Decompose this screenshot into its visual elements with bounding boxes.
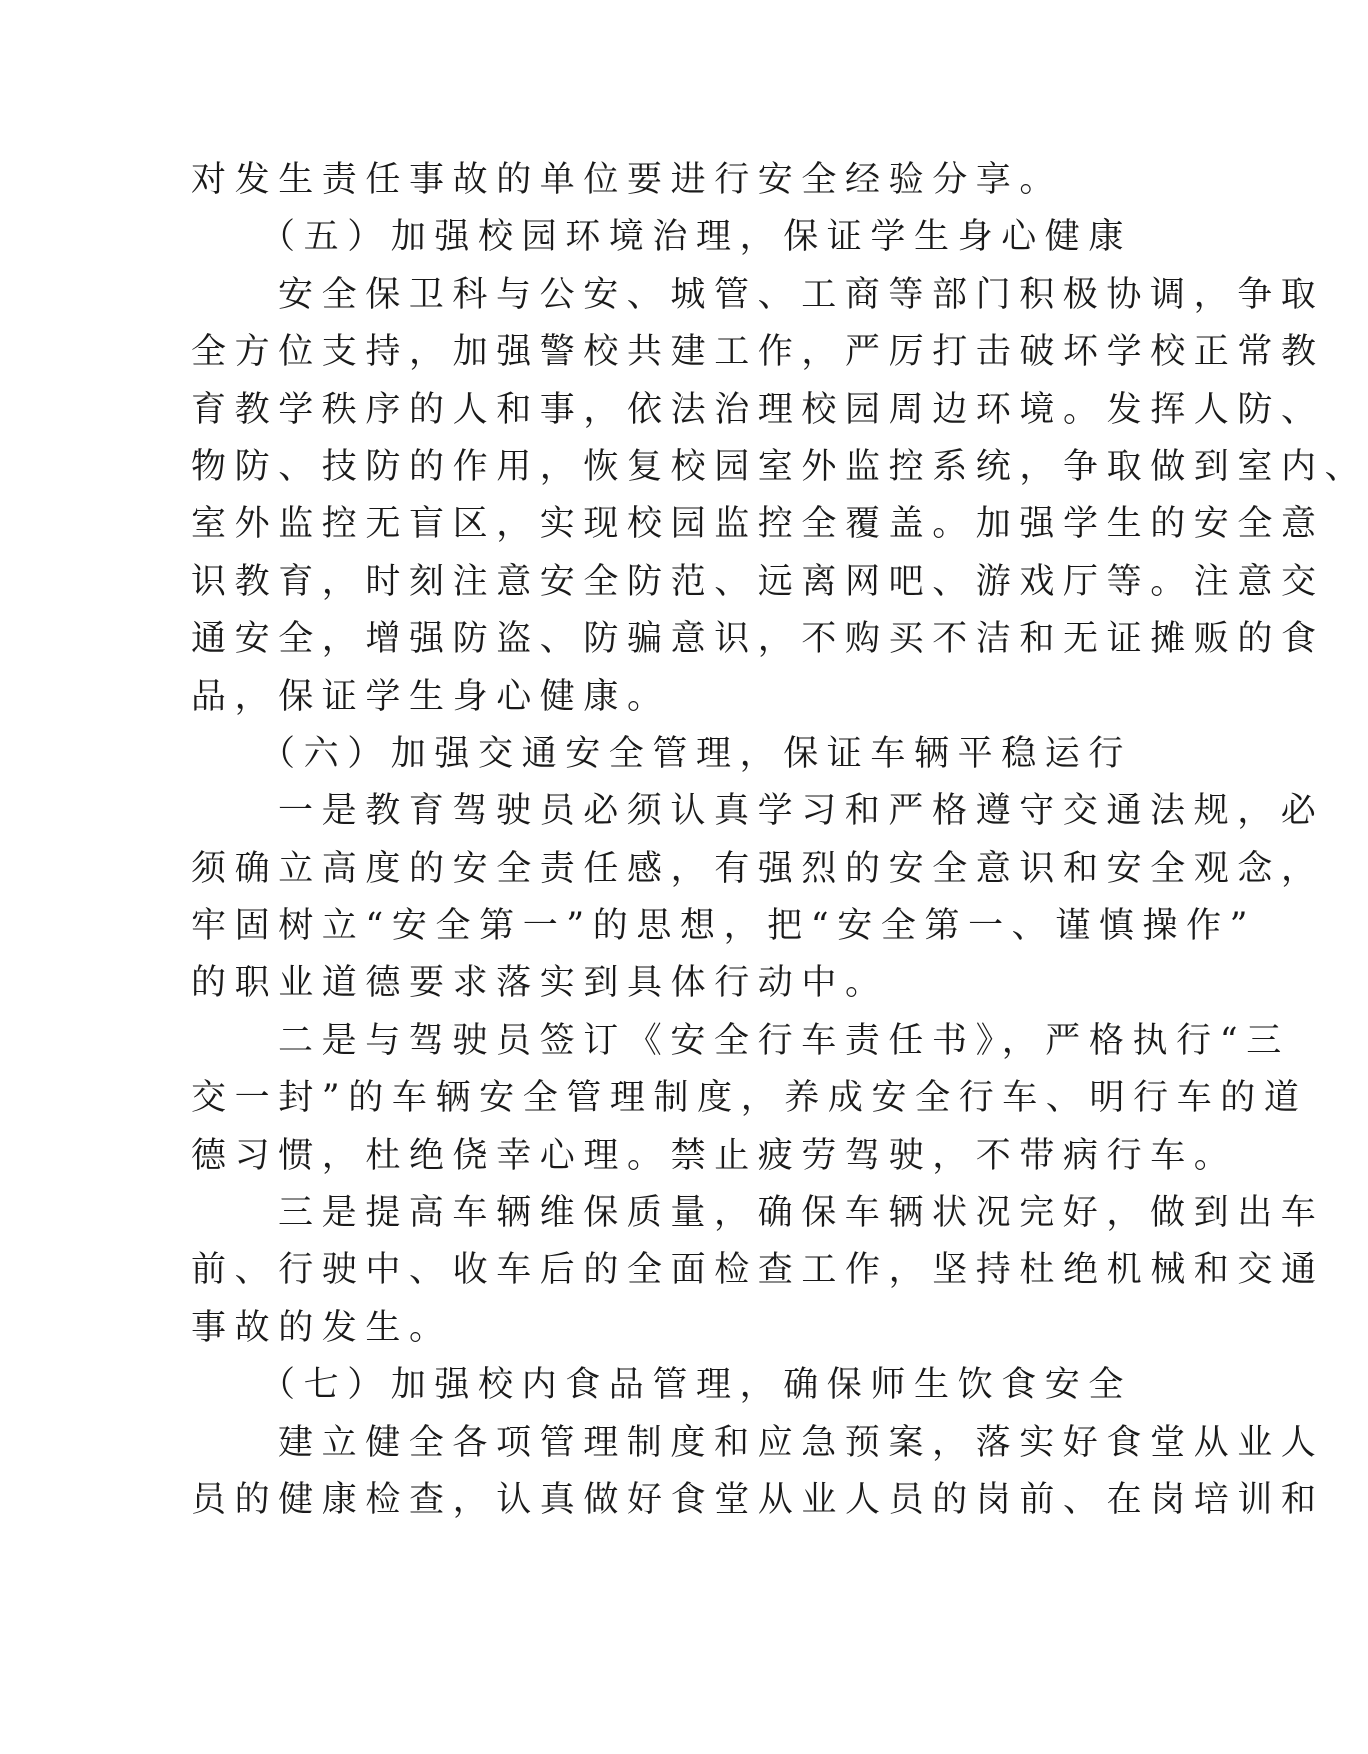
section-heading-7: （七）加强校内食品管理，确保师生饮食安全 <box>260 1365 1133 1406</box>
paragraph-line: 物防、技防的作用，恢复校园室外监控系统，争取做到室内、 <box>191 446 1368 487</box>
paragraph-line: 全方位支持，加强警校共建工作，严厉打击破坏学校正常教 <box>191 332 1325 373</box>
paragraph-line: 二是与驾驶员签订《安全行车责任书》，严格执行“三 <box>278 1020 1290 1061</box>
paragraph-line: 室外监控无盲区，实现校园监控全覆盖。加强学生的安全意 <box>191 504 1325 545</box>
paragraph-line: 识教育，时刻注意安全防范、远离网吧、游戏厅等。注意交 <box>191 561 1325 602</box>
paragraph-line: 三是提高车辆维保质量，确保车辆状况完好，做到出车 <box>278 1193 1325 1234</box>
paragraph-line: 通安全，增强防盗、防骗意识，不购买不洁和无证摊贩的食 <box>191 619 1325 660</box>
paragraph-line: 事故的发生。 <box>191 1307 453 1348</box>
paragraph-line: 对发生责任事故的单位要进行安全经验分享。 <box>191 160 1064 200</box>
paragraph-line: 须确立高度的安全责任感，有强烈的安全意识和安全观念， <box>191 848 1325 889</box>
paragraph-line: 员的健康检查，认真做好食堂从业人员的岗前、在岗培训和 <box>191 1479 1325 1520</box>
paragraph-line: 的职业道德要求落实到具体行动中。 <box>191 963 889 1004</box>
paragraph-line: 一是教育驾驶员必须认真学习和严格遵守交通法规，必 <box>278 791 1325 832</box>
document-body <box>191 152 1368 1529</box>
paragraph-line: 育教学秩序的人和事，依法治理校园周边环境。发挥人防、 <box>191 389 1325 430</box>
paragraph-line: 交一封”的车辆安全管理制度，养成安全行车、明行车的道 <box>191 1078 1308 1119</box>
paragraph-line: 品，保证学生身心健康。 <box>191 676 671 717</box>
paragraph-line: 牢固树立“安全第一”的思想，把“安全第一、谨慎操作” <box>191 906 1257 947</box>
paragraph-line: 德习惯，杜绝侥幸心理。禁止疲劳驾驶，不带病行车。 <box>191 1135 1238 1176</box>
section-heading-5: （五）加强校园环境治理，保证学生身心健康 <box>260 217 1133 258</box>
paragraph-line: 安全保卫科与公安、城管、工商等部门积极协调，争取 <box>278 274 1325 315</box>
paragraph-line: 前、行驶中、收车后的全面检查工作，坚持杜绝机械和交通 <box>191 1250 1325 1291</box>
paragraph-line: 建立健全各项管理制度和应急预案，落实好食堂从业人 <box>278 1422 1325 1463</box>
section-heading-6: （六）加强交通安全管理，保证车辆平稳运行 <box>260 733 1133 774</box>
